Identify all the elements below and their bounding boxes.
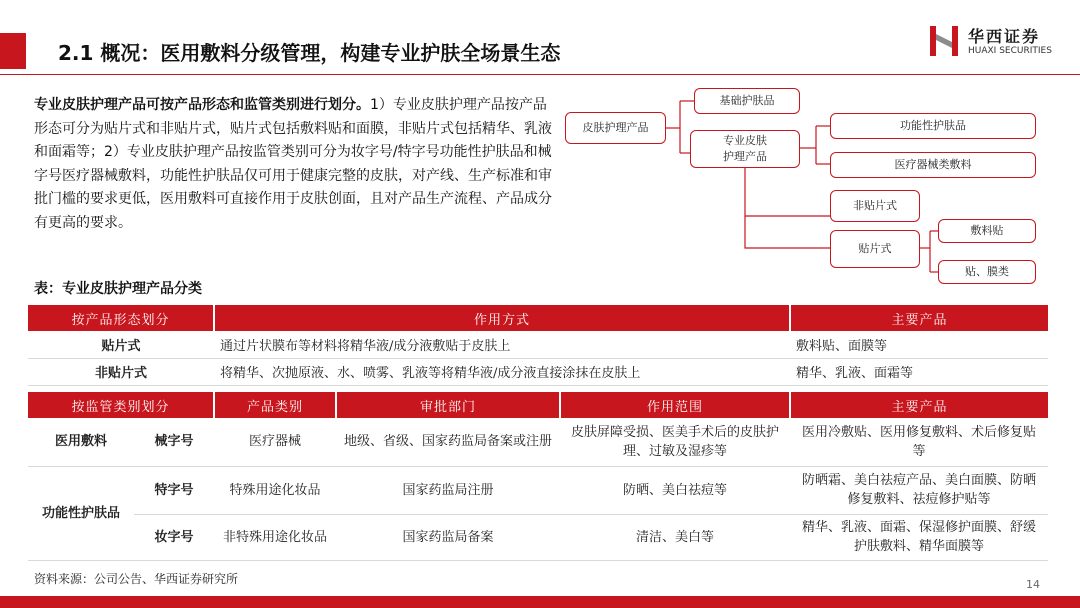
header-cell: 按产品形态划分 [28,305,214,331]
diagram-node-medical: 医疗器械类敷料 [830,152,1036,178]
regulatory-classification-table [28,392,1048,561]
table-cell: 特字号 [134,466,214,514]
table-row [28,358,1048,385]
table-cell: 国家药监局注册 [336,466,560,514]
table-cell: 清洁、美白等 [560,514,790,560]
table-row [28,331,1048,358]
table-cell: 防晒、美白祛痘等 [560,466,790,514]
table-cell: 妆字号 [134,514,214,560]
header-cell: 按监管类别划分 [28,392,214,418]
header-cell: 作用范围 [560,392,790,418]
table-cell: 通过片状膜布等材料将精华液/成分液敷贴于皮肤上 [214,331,790,358]
table-cell: 械字号 [134,418,214,466]
table-header-row [28,392,1048,418]
page-number: 14 [1026,578,1040,591]
huaxi-logo-icon [928,24,960,58]
table-cell: 医疗器械 [214,418,336,466]
page-title: 2.1 概况：医用敷料分级管理，构建专业护肤全场景生态 [58,41,561,65]
intro-paragraph [34,94,556,235]
table-cell: 精华、乳液、面霜、保湿修护面膜、舒缓护肤敷料、精华面膜等 [790,514,1048,560]
table-header-row [28,305,1048,331]
table-row [28,514,1048,560]
table-cell: 地级、省级、国家药监局备案或注册 [336,418,560,466]
table-cell: 贴片式 [28,331,214,358]
header-accent-bar [0,33,26,69]
company-logo [928,24,1068,64]
footer-accent-bar [0,596,1080,608]
diagram-node-basic: 基础护肤品 [694,88,800,114]
diagram-node-functional: 功能性护肤品 [830,113,1036,139]
table-cell: 特殊用途化妆品 [214,466,336,514]
header-cell: 主要产品 [790,392,1048,418]
table-cell: 防晒霜、美白祛痘产品、美白面膜、防晒修复敷料、祛痘修护贴等 [790,466,1048,514]
table-cell: 功能性护肤品 [28,466,134,560]
table-cell: 将精华、次抛原液、水、喷雾、乳液等将精华液/成分液直接涂抹在皮肤上 [214,358,790,385]
diagram-node-root: 皮肤护理产品 [565,112,666,144]
diagram-node-dressing: 敷料贴 [938,219,1036,243]
table-cell: 非贴片式 [28,358,214,385]
logo-chinese-name: 华西证券 [968,27,1041,46]
header-cell: 产品类别 [214,392,336,418]
source-note: 资料来源：公司公告、华西证券研究所 [34,572,239,586]
logo-english-name: HUAXI SECURITIES [968,46,1052,56]
table-cell: 皮肤屏障受损、医美手术后的皮肤护理、过敏及湿疹等 [560,418,790,466]
diagram-node-professional [690,130,800,168]
diagram-node-professional-line2: 护理产品 [723,150,767,163]
header-divider [0,74,1080,75]
table-caption: 表：专业皮肤护理产品分类 [34,281,202,297]
diagram-node-mask: 贴、膜类 [938,260,1036,284]
form-classification-table [28,305,1048,386]
header-cell: 审批部门 [336,392,560,418]
table-cell: 敷料贴、面膜等 [790,331,1048,358]
table-cell: 医用敷料 [28,418,134,466]
intro-lead: 专业皮肤护理产品可按产品形态和监管类别进行划分。 [34,97,370,113]
header-cell: 作用方式 [214,305,790,331]
table-cell: 非特殊用途化妆品 [214,514,336,560]
table-cell: 医用冷敷贴、医用修复敷料、术后修复贴等 [790,418,1048,466]
diagram-node-non-patch: 非贴片式 [830,190,920,222]
table-row [28,466,1048,514]
table-cell: 精华、乳液、面霜等 [790,358,1048,385]
intro-body: 1）专业皮肤护理产品按产品形态可分为贴片式和非贴片式，贴片式包括敷料贴和面膜，非贴片式包括精华、乳液和面霜等；2）专业皮肤护理产品按监管类别可分为妆字号/特字号功能性护肤品和械字号医疗器械敷料，功能性护肤品仅可用于健康完整的皮肤，对产线、生产标准和审批门槛的要求更低，医用敷料可直接作用于皮肤创面，且对产品生产流程、产品成分有更高的要求。 [34,97,552,231]
table-row [28,418,1048,466]
table-cell: 国家药监局备案 [336,514,560,560]
diagram-node-patch: 贴片式 [830,230,920,268]
header-cell: 主要产品 [790,305,1048,331]
diagram-node-professional-line1: 专业皮肤 [723,134,767,147]
classification-diagram [560,86,1050,286]
